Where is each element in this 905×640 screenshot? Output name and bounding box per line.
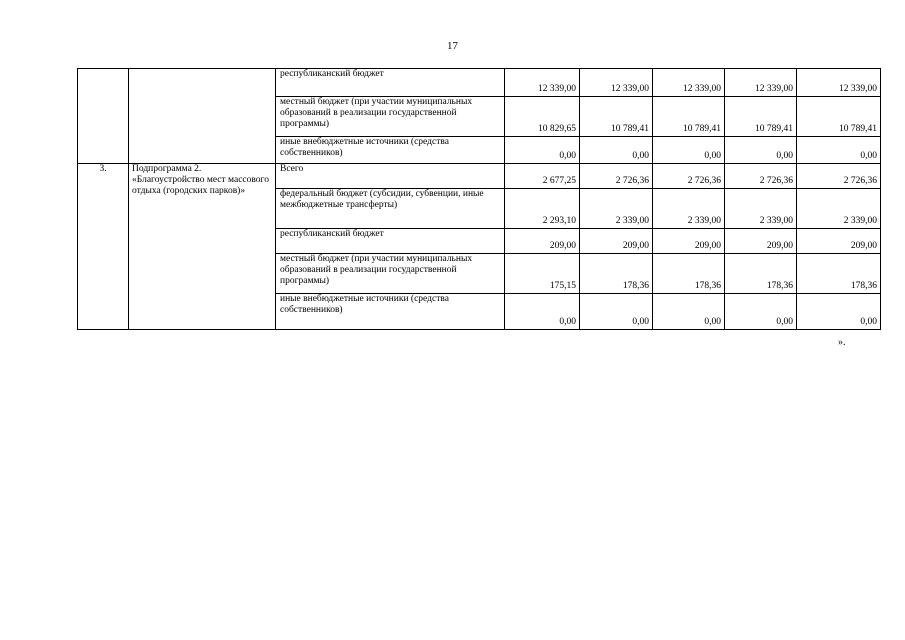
value-cell: 10 789,41 [653, 97, 725, 137]
budget-table [77, 68, 881, 330]
value-cell: 0,00 [653, 137, 725, 164]
value-cell: 209,00 [505, 229, 580, 254]
value-cell: 178,36 [725, 254, 797, 294]
value-cell: 2 339,00 [653, 189, 725, 229]
value-cell: 0,00 [797, 294, 881, 330]
value-cell: 178,36 [653, 254, 725, 294]
closing-quote-mark: ». [838, 337, 846, 348]
value-cell: 209,00 [653, 229, 725, 254]
value-cell: 209,00 [580, 229, 653, 254]
value-cell: 0,00 [797, 137, 881, 164]
value-cell: 12 339,00 [725, 69, 797, 97]
value-cell: 0,00 [580, 137, 653, 164]
value-cell: 0,00 [725, 294, 797, 330]
value-cell: 12 339,00 [653, 69, 725, 97]
value-cell: 10 789,41 [580, 97, 653, 137]
value-cell: 2 726,36 [580, 164, 653, 189]
value-cell: 12 339,00 [797, 69, 881, 97]
value-cell: 209,00 [797, 229, 881, 254]
value-cell: 178,36 [580, 254, 653, 294]
value-cell: 2 726,36 [797, 164, 881, 189]
subprogram-name: Подпрограмма 2. «Благоустройство мест массового отдыха (городских парков)» [129, 164, 276, 330]
value-cell: 2 677,25 [505, 164, 580, 189]
value-cell: 0,00 [505, 294, 580, 330]
funding-source: местный бюджет (при участии муниципальных образований в реализации государственной программы) [276, 97, 505, 137]
value-cell: 2 339,00 [580, 189, 653, 229]
funding-source: Всего [276, 164, 505, 189]
funding-source: иные внебюджетные источники (средства собственников) [276, 137, 505, 164]
funding-source: местный бюджет (при участии муниципальных образований в реализации государственной программы) [276, 254, 505, 294]
table-row [78, 69, 881, 97]
value-cell: 2 339,00 [797, 189, 881, 229]
value-cell: 178,36 [797, 254, 881, 294]
funding-source: федеральный бюджет (субсидии, субвенции, иные межбюджетные трансферты) [276, 189, 505, 229]
value-cell: 0,00 [580, 294, 653, 330]
name-cell-empty [129, 69, 276, 164]
value-cell: 175,15 [505, 254, 580, 294]
value-cell: 10 789,41 [797, 97, 881, 137]
value-cell: 0,00 [653, 294, 725, 330]
value-cell: 10 829,65 [505, 97, 580, 137]
value-cell: 0,00 [725, 137, 797, 164]
value-cell: 2 339,00 [725, 189, 797, 229]
row-number: 3. [78, 164, 129, 330]
funding-source: республиканский бюджет [276, 69, 505, 97]
value-cell: 2 726,36 [653, 164, 725, 189]
value-cell: 0,00 [505, 137, 580, 164]
value-cell: 2 726,36 [725, 164, 797, 189]
table-row [78, 164, 881, 189]
value-cell: 2 293,10 [505, 189, 580, 229]
page-number: 17 [447, 40, 458, 52]
funding-source: иные внебюджетные источники (средства собственников) [276, 294, 505, 330]
funding-source: республиканский бюджет [276, 229, 505, 254]
value-cell: 209,00 [725, 229, 797, 254]
value-cell: 10 789,41 [725, 97, 797, 137]
value-cell: 12 339,00 [580, 69, 653, 97]
value-cell: 12 339,00 [505, 69, 580, 97]
number-cell-empty [78, 69, 129, 164]
